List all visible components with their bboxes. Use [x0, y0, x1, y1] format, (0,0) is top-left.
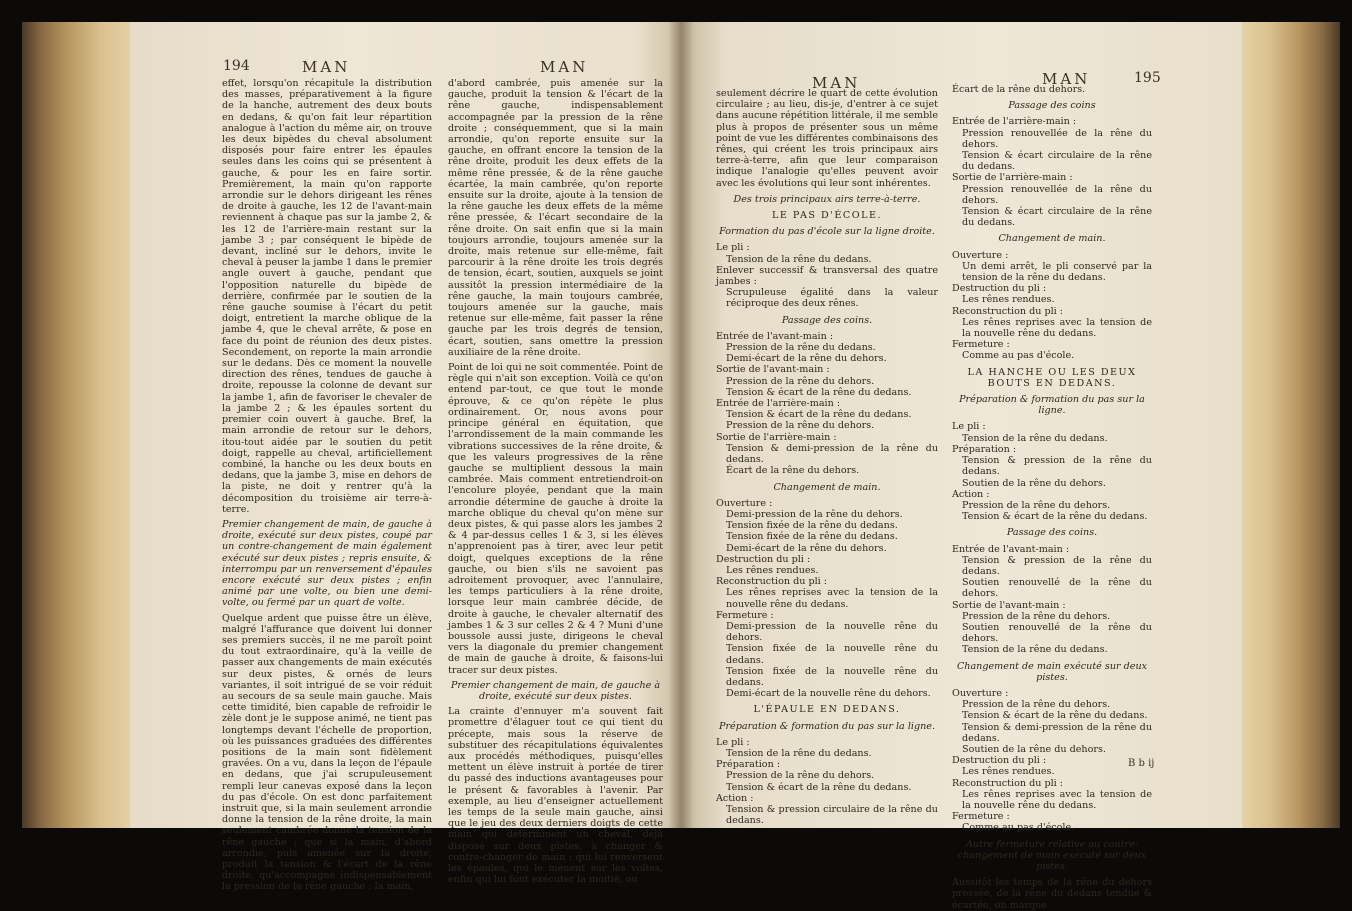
left-page-number: 194 — [223, 58, 250, 74]
instruction-line: Tension de la rêne du dedans. — [726, 747, 872, 759]
signature-mark: B b ij — [1128, 758, 1155, 769]
right-page — [680, 22, 1242, 911]
instruction-list — [716, 737, 938, 827]
instruction-line: Tension & écart circulaire de la rêne du dedans. — [962, 150, 1152, 173]
subsection-heading: Changement de main exécuté sur deux pistes. — [956, 660, 1148, 683]
paragraph: Quelque ardent que puisse être un élève, malgré l'affurance que doivent lui donner ses premiers succès, il ne me paroît point du tout extraordinaire, qu'à la veille de passer aux changements de main exécutés sur deux pistes, & ornés de leurs variantes, il soit intrigué de se voir réduit au secours de sa seule main gauche. Mais cette timidité, bien capable de refroidir le zèle dont je le suppose animé, ne tient pas longtemps devant l'échelle de proportion, où les puissances graduées des différentes positions de la main sont fidèlement gravées. On a vu, dans la leçon de l'épaule en dedans, que j'ai scrupuleusement rempli leur canevas exposé dans la leçon du pas d'école. On est donc parfaitement instruit que, si la main seulement arrondie donne la tension de la rêne droite, la main seulement cambrée donne la tension de la rêne gauche ; que si la main, d'abord arrondie, puis amenée sur la droite, produit la tension & l'écart de la rêne droite, qu'accompagne indispensablement la pression de la rêne gauche ; la main, — [222, 612, 432, 893]
instruction-line: Tension & écart de la rêne du dedans. — [726, 781, 912, 793]
section-heading-italic: Des trois principaux airs terre-à-terre. — [733, 193, 921, 205]
instruction-label: Le pli : — [952, 421, 986, 433]
paragraph: Aussitôt les temps de la rêne du dehors pressée, de la rêne du dedans tendue & écartée, on marque — [952, 877, 1152, 911]
instruction-line: Soutien de la rêne du dehors. — [962, 743, 1106, 755]
book-gutter — [668, 22, 694, 828]
instruction-line: Scrupuleuse égalité dans la valeur réciproque des deux rênes. — [726, 287, 938, 310]
instruction-label: Destruction du pli : — [952, 283, 1047, 295]
section-heading: LE PAS D'ÉCOLE. — [771, 210, 882, 222]
instruction-label: Ouverture : — [952, 687, 1009, 699]
instruction-line: Les rênes rendues. — [962, 294, 1055, 306]
instruction-label: Écart de la rêne du dehors. — [952, 84, 1086, 95]
instruction-label: Ouverture : — [952, 249, 1009, 261]
instruction-line: Tension de la rêne du dedans. — [726, 253, 872, 265]
instruction-label: Sortie de l'avant-main : — [716, 364, 830, 376]
instruction-label: Action : — [716, 792, 754, 804]
instruction-line: Pression de la rêne du dehors. — [962, 610, 1111, 622]
subsection-heading: Autre fermeture relative au contre-changement de main exécuté sur deux pistes. — [957, 838, 1147, 872]
instruction-label: Entrée de l'arrière-main : — [952, 116, 1077, 128]
instruction-line: Tension & pression circulaire de la rêne du dedans. — [726, 803, 938, 827]
instruction-line: Comme au pas d'école. — [962, 822, 1075, 834]
paragraph: Point de loi qui ne soit commentée. Point de règle qui n'ait son exception. Voilà ce qu'on entend par-tout, ce que tout le monde éprouve, & ce qu'on répète le plus ordinairement. Or, nous avons pour principe général en équitation, que l'arrondissement de la main commande les vibrations successives de la rêne droite, & que les valeurs progressives de la rêne gauche se multiplient dessous la main cambrée. Mais comment entretiendroit-on l'encolure ployée, pendant que la main arrondie détermine de gauche à droite la marche oblique du cheval qu'on mène sur deux pistes, & qui passe alors les jambes 2 & 4 par-dessus celles 1 & 3, si les élèves n'apprenoient pas à tirer, avec leur petit doigt, quelques exceptions de la rêne gauche, ou bien s'ils ne savoient pas adroitement provoquer, avec l'annulaire, les temps particuliers à la rêne droite, lorsque leur main cambrée décide, de droite à gauche, le chevaler alternatif des jambes 1 & 3 sur celles 2 & 4 ? Muni d'une boussole aussi juste, dirigeons le cheval vers la diagonale du premier changement de main de gauche à droite, & faisons-lui tracer sur deux pistes. — [448, 362, 663, 676]
instruction-line: Demi-pression de la rêne du dehors. — [726, 508, 903, 520]
instruction-line: Tension & écart de la rêne du dedans. — [962, 710, 1148, 722]
instruction-line: Les rênes reprises avec la tension de la nouvelle rêne du dedans. — [962, 788, 1152, 811]
instruction-line: Comme au pas d'école. — [962, 350, 1075, 362]
instruction-list — [952, 687, 1155, 834]
instruction-label: Le pli : — [716, 242, 750, 254]
instruction-label: Fermeture : — [952, 339, 1010, 351]
instruction-label: Entrée de l'avant-main : — [716, 330, 834, 342]
instruction-label: Reconstruction du pli : — [716, 576, 828, 588]
paragraph: effet, lorsqu'on récapitule la distribution des masses, préparativement à la figure de la hanche, autrement des deux bouts en dedans, & qu'on fait leur répartition analogue à l'action du même air, on trouve les deux bipèdes du cheval absolument disposés pour faire entrer les épaules seules dans les coins qui se présentent à gauche, & pour les en faire sortir. Premièrement, la main qu'on rapporte arrondie sur le dehors dirigeant les rênes de droite à gauche, les 12 de l'avant-main reviennent à chaque pas sur la jambe 2, & les 12 de l'arrière-main restant sur la jambe 3 ; par conséquent le bipède de devant, incliné sur le dehors, invite le cheval à peuser la jambe 1 dans le premier angle ouvert à gauche, pendant que l'opposition naturelle du bipède de derrière, confirmée par le soutien de la rêne gauche soumise à l'écart du petit doigt, entretient la marche oblique de la jambe 4, que le cheval arrête, & pose en face du point de réunion des deux pistes. Secondement, on reporte la main arrondie sur le dedans. Dès ce moment la nouvelle direction des rênes, tendues de gauche à droite, repousse la colonne de devant sur la jambe 1, afin de favoriser le chevaler de la jambe 2 ; & les épaules sortent du premier coin ouvert à gauche. Bref, la main arrondie de retour sur le dehors, itou-tout aidée par le soutien du petit doigt, rappelle au cheval, artificiellement combiné, la hanche ou les deux bouts en dedans, que la jambe 3, mise en dehors de la piste, ne doit y rentrer qu'à la décomposition du troisième air terre-à-terre. — [222, 78, 432, 515]
instruction-label: Préparation : — [952, 443, 1017, 455]
instruction-line: Pression renouvellée de la rêne du dehors. — [962, 127, 1152, 150]
instruction-line: Tension & demi-pression de la rêne du dedans. — [962, 721, 1152, 744]
instruction-list — [952, 250, 1152, 362]
instruction-label: Fermeture : — [952, 811, 1010, 823]
instruction-line: Pression de la rêne du dehors. — [726, 420, 875, 432]
paragraph: d'abord cambrée, puis amenée sur la gauche, produit la tension & l'écart de la rêne gauche, indispensablement accompagnée par la pression de la rêne droite ; conséquemment, que si la main arrondie, qu'on reporte ensuite sur la gauche, en offrant encore la tension de la rêne droite, produit les deux effets de la même rêne pressée, & de la rêne gauche écartée, la main cambrée, qu'on reporte ensuite sur la droite, ajoute à la tension de la rêne gauche les deux effets de la même rêne pressée, & l'écart secondaire de la rêne droite. On sait enfin que si la main toujours arrondie, toujours amenée sur la droite, mais retenue sur elle-même, fait parcourir à la rêne droite les trois degrés de tension, écart, soutien, auxquels se joint aussitôt la pression intermédiaire de la rêne gauche, la main toujours cambrée, toujours amenée sur la gauche, mais retenue sur elle-même, fait passer la rêne gauche par les trois degrés de tension, écart, soutien, sans omettre la pression auxiliaire de la rêne droite. — [448, 78, 663, 358]
left-column-2 — [448, 78, 663, 886]
instruction-line: Écart de la rêne du dehors. — [726, 465, 860, 477]
right-running-head-2: MAN — [1042, 70, 1091, 88]
instruction-line: Les rênes rendues. — [726, 564, 819, 576]
instruction-list — [716, 498, 938, 700]
subsection-heading: Changement de main. — [773, 481, 881, 493]
instruction-label: Sortie de l'arrière-main : — [716, 431, 837, 443]
section-heading: LA HANCHE OU LES DEUX BOUTS EN DEDANS. — [967, 366, 1137, 389]
book-spread — [22, 22, 1340, 911]
instruction-line: Soutien renouvellé de la rêne du dehors. — [962, 621, 1152, 645]
subsection-heading: Passage des coins. — [781, 314, 873, 326]
instruction-line: Tension & écart de la rêne du dedans. — [726, 386, 912, 398]
instruction-label: Le pli : — [716, 736, 750, 748]
instruction-line: Demi-écart de la nouvelle rêne du dehors. — [726, 688, 931, 700]
right-running-head-1: MAN — [812, 74, 861, 92]
instruction-list — [952, 544, 1152, 656]
instruction-label: Sortie de l'arrière-main : — [952, 172, 1073, 184]
instruction-line: Un demi arrêt, le pli conservé par la tension de la rêne du dedans. — [962, 260, 1152, 284]
subsection-heading: Formation du pas d'école sur la ligne droite. — [719, 226, 935, 238]
instruction-label: Ouverture : — [716, 497, 773, 509]
instruction-line: Les rênes reprises avec la tension de la nouvelle rêne du dedans. — [726, 587, 938, 610]
instruction-label: Sortie de l'avant-main : — [952, 599, 1066, 611]
instruction-label: Destruction du pli : — [952, 755, 1047, 767]
instruction-line: Tension fixée de la rêne du dedans. — [726, 520, 898, 532]
instruction-line: Pression renouvellée de la rêne du dehors. — [962, 183, 1152, 206]
instruction-label: Enlever successif & transversal des quatre jambes : — [716, 264, 938, 288]
right-column-2 — [952, 84, 1155, 911]
subsection-heading: Préparation & formation du pas sur la ligne. — [959, 394, 1145, 417]
instruction-list — [952, 84, 1152, 95]
instruction-line: Tension & écart circulaire de la rêne du dedans. — [962, 206, 1152, 229]
instruction-line: Tension de la rêne du dedans. — [962, 432, 1108, 444]
instruction-label: Reconstruction du pli : — [952, 305, 1064, 317]
instruction-line: Pression de la rêne du dehors. — [726, 375, 875, 387]
instruction-line: Tension & pression de la rêne du dedans. — [962, 455, 1152, 478]
left-running-head-2: MAN — [540, 58, 589, 76]
left-page — [130, 22, 680, 893]
instruction-label: Destruction du pli : — [716, 553, 811, 565]
instruction-line: Tension & pression de la rêne du dedans. — [962, 554, 1152, 577]
paragraph: seulement décrire le quart de cette évolution circulaire ; au lieu, dis-je, d'entrer à ce sujet dans aucune répétition littérale, il me semble plus à propos de présenter sous un même point de vue les différentes combinaisons des rênes, qui créent les trois principaux airs terre-à-terre, afin que leur comparaison indique l'analogie qu'elles peuvent avoir avec les évolutions qui leur sont inhérentes. — [716, 88, 938, 189]
instruction-list — [952, 116, 1152, 228]
instruction-line: Les rênes rendues. — [962, 766, 1055, 778]
instruction-label: Entrée de l'avant-main : — [952, 543, 1070, 555]
left-page-edges — [22, 22, 134, 828]
instruction-line: Pression de la rêne du dehors. — [962, 699, 1111, 711]
instruction-label: Fermeture : — [716, 609, 774, 621]
instruction-line: Pression de la rêne du dehors. — [726, 770, 875, 782]
instruction-line: Demi-pression de la nouvelle rêne du dehors. — [726, 620, 938, 644]
instruction-line: Pression de la rêne du dehors. — [962, 499, 1111, 511]
subsection-heading: Changement de main. — [998, 233, 1106, 245]
instruction-label: Reconstruction du pli : — [952, 777, 1064, 789]
instruction-list — [952, 421, 1152, 522]
instruction-label: Entrée de l'arrière-main : — [716, 398, 841, 410]
instruction-line: Demi-écart de la rêne du dehors. — [726, 353, 887, 365]
right-page-edges — [1240, 22, 1340, 828]
instruction-list — [716, 242, 938, 309]
instruction-line: Soutien de la rêne du dehors. — [962, 477, 1106, 489]
instruction-line: Tension & demi-pression de la rêne du dedans. — [726, 442, 938, 466]
left-column-1 — [222, 78, 432, 893]
subsection-heading: Passage des coins — [1008, 100, 1096, 112]
instruction-label: Action : — [952, 488, 990, 500]
instruction-line: Tension de la rêne du dedans. — [962, 644, 1108, 656]
instruction-line: Pression de la rêne du dedans. — [726, 342, 876, 354]
right-page-number: 195 — [1134, 70, 1161, 86]
instruction-line: Tension fixée de la nouvelle rêne du dedans. — [726, 643, 938, 666]
section-heading: L'ÉPAULE EN DEDANS. — [753, 704, 901, 716]
instruction-line: Tension & écart de la rêne du dedans. — [726, 409, 912, 421]
instruction-line: Tension fixée de la rêne du dedans. — [726, 531, 898, 543]
paragraph: La crainte d'ennuyer m'a souvent fait promettre d'élaguer tout ce qui tient du précepte, mais sous la réserve de substituer des récapitulations équivalentes aux procédés méthodiques, puisqu'elles mettent un élève instruit à portée de tirer du passé des inductions avantageuses pour le présent & favorables à l'avenir. Par exemple, au lieu d'enseigner actuellement les temps de la seule main gauche, ainsi que le jeu des deux derniers doigts de cette main qui déterminent un cheval, déjà disposé sur deux pistes, à changer & contre-changer de main ; qui lui renversent les épaules, qui le mènent sur les voltes, enfin qui lui font exécuter la moitié, ou — [448, 706, 663, 886]
instruction-list — [716, 331, 938, 477]
left-running-head-1: MAN — [302, 58, 351, 76]
subsection-heading: Passage des coins. — [1006, 527, 1098, 539]
instruction-line: Tension fixée de la nouvelle rêne du dedans. — [726, 665, 938, 688]
instruction-line: Soutien renouvellé de la rêne du dehors. — [962, 577, 1152, 600]
right-column-1 — [716, 88, 938, 827]
section-heading-italic: Premier changement de main, de gauche à droite, exécuté sur deux pistes. — [450, 679, 661, 702]
instruction-line: Demi-écart de la rêne du dehors. — [726, 542, 887, 554]
instruction-line: Tension & écart de la rêne du dedans. — [962, 511, 1148, 523]
instruction-label: Préparation : — [716, 759, 781, 771]
section-heading-italic: Premier changement de main, de gauche à droite, exécuté sur deux pistes, coupé par un contre-changement de main également exécuté sur deux pistes ; repris ensuite, & interrompu par un renversement d'épaules encore exécuté sur deux pistes ; enfin animé par une volte, ou bien une demi-volte, ou fermé par un quart de volte. — [222, 518, 432, 609]
instruction-line: Les rênes reprises avec la tension de la nouvelle rêne du dedans. — [962, 316, 1152, 340]
subsection-heading: Préparation & formation du pas sur la ligne. — [718, 720, 936, 732]
